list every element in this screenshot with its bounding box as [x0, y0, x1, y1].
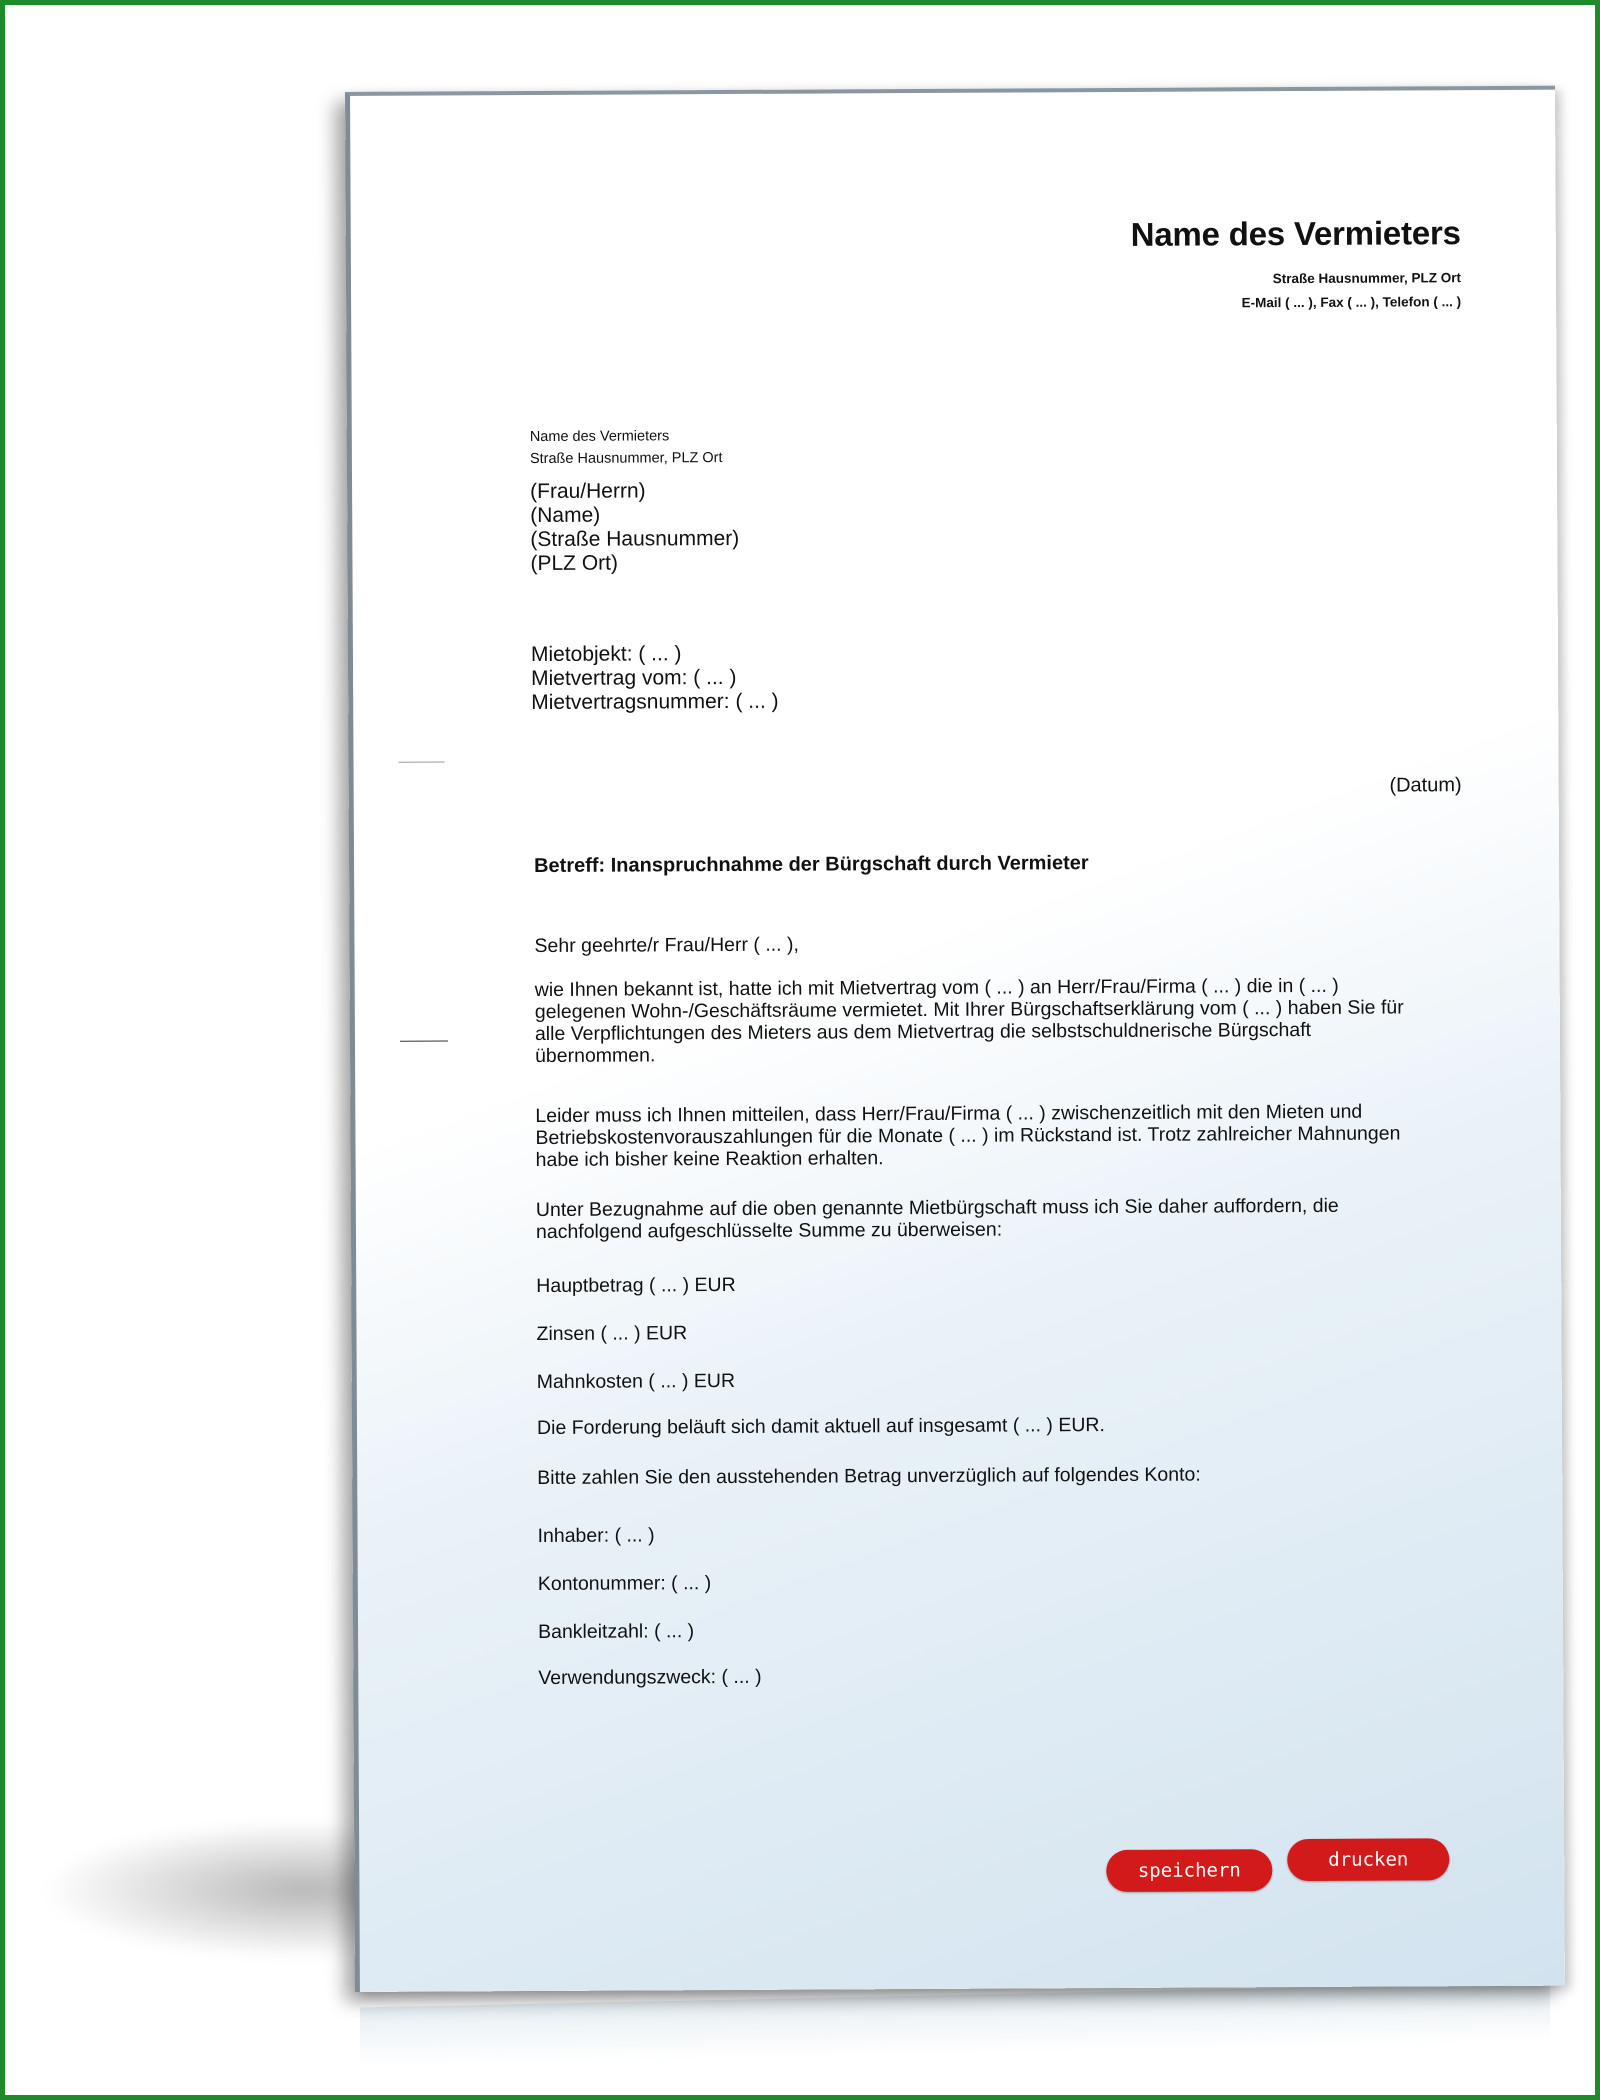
save-button[interactable]: speichern	[1106, 1849, 1272, 1892]
reference-contract-number: Mietvertragsnummer: ( ... )	[531, 689, 779, 715]
letterhead-name: Name des Vermieters	[1130, 214, 1461, 253]
amount-reminder-fees: Mahnkosten ( ... ) EUR	[536, 1369, 736, 1394]
return-address-street: Straße Hausnummer, PLZ Ort	[529, 450, 723, 468]
fold-mark-middle	[400, 1040, 448, 1041]
letterhead-contact: E-Mail ( ... ), Fax ( ... ), Telefon ( ... )	[1241, 294, 1462, 311]
letter-greeting: Sehr geehrte/r Frau/Herr ( ... ),	[534, 933, 799, 958]
reference-object: Mietobjekt: ( ... )	[530, 642, 682, 667]
recipient-city: (PLZ Ort)	[530, 551, 619, 576]
bank-code: Bankleitzahl: ( ... )	[538, 1620, 695, 1644]
paragraph-2: Leider muss ich Ihnen mitteilen, dass Herr/Frau/Firma ( ... ) zwischenzeitlich mit den Mieten und Betriebskostenvorauszahlungen für die Monate ( ... ) im Rückstand ist. Trotz zahlreicher Mahnungen habe ich bisher keine Reaktion erhalten.	[535, 1100, 1401, 1172]
print-button[interactable]: drucken	[1287, 1838, 1449, 1881]
bank-account: Kontonummer: ( ... )	[537, 1572, 712, 1596]
amount-interest: Zinsen ( ... ) EUR	[536, 1322, 688, 1346]
recipient-salutation: (Frau/Herrn)	[530, 479, 646, 504]
recipient-street: (Straße Hausnummer)	[530, 526, 740, 552]
paragraph-1: wie Ihnen bekannt ist, hatte ich mit Mietvertrag vom ( ... ) an Herr/Frau/Firma ( ... ) die in ( ... ) gelegenen Wohn-/Geschäftsräume vermietet. Mit Ihrer Bürgschaftserklärung vom ( ... ) haben Sie für alle Verpflichtungen des Mieters aus dem Mietvertrag die selbstschuldnerische Bürgschaft übernommen.	[534, 974, 1404, 1068]
bank-purpose: Verwendungszweck: ( ... )	[538, 1665, 762, 1690]
amount-principal: Hauptbetrag ( ... ) EUR	[536, 1273, 736, 1298]
fold-mark-top	[399, 761, 445, 762]
letter-date: (Datum)	[1389, 774, 1462, 797]
letter-subject: Betreff: Inanspruchnahme der Bürgschaft durch Vermieter	[533, 852, 1089, 878]
return-address-name: Name des Vermieters	[529, 428, 670, 446]
bank-holder: Inhaber: ( ... )	[537, 1524, 655, 1548]
reference-contract-date: Mietvertrag vom: ( ... )	[531, 665, 737, 691]
letter-page	[345, 86, 1565, 1992]
page-reflection	[360, 1983, 1550, 2068]
letterhead-street: Straße Hausnummer, PLZ Ort	[1272, 270, 1462, 287]
paragraph-3: Unter Bezugnahme auf die oben genannte Mietbürgschaft muss ich Sie daher auffordern, die nachfolgend aufgeschlüsselte Summe zu überweisen:	[535, 1194, 1339, 1244]
payment-request: Bitte zahlen Sie den ausstehenden Betrag unverzüglich auf folgendes Konto:	[537, 1463, 1201, 1490]
recipient-name: (Name)	[530, 503, 601, 528]
total-claim: Die Forderung beläuft sich damit aktuell auf insgesamt ( ... ) EUR.	[536, 1414, 1105, 1440]
